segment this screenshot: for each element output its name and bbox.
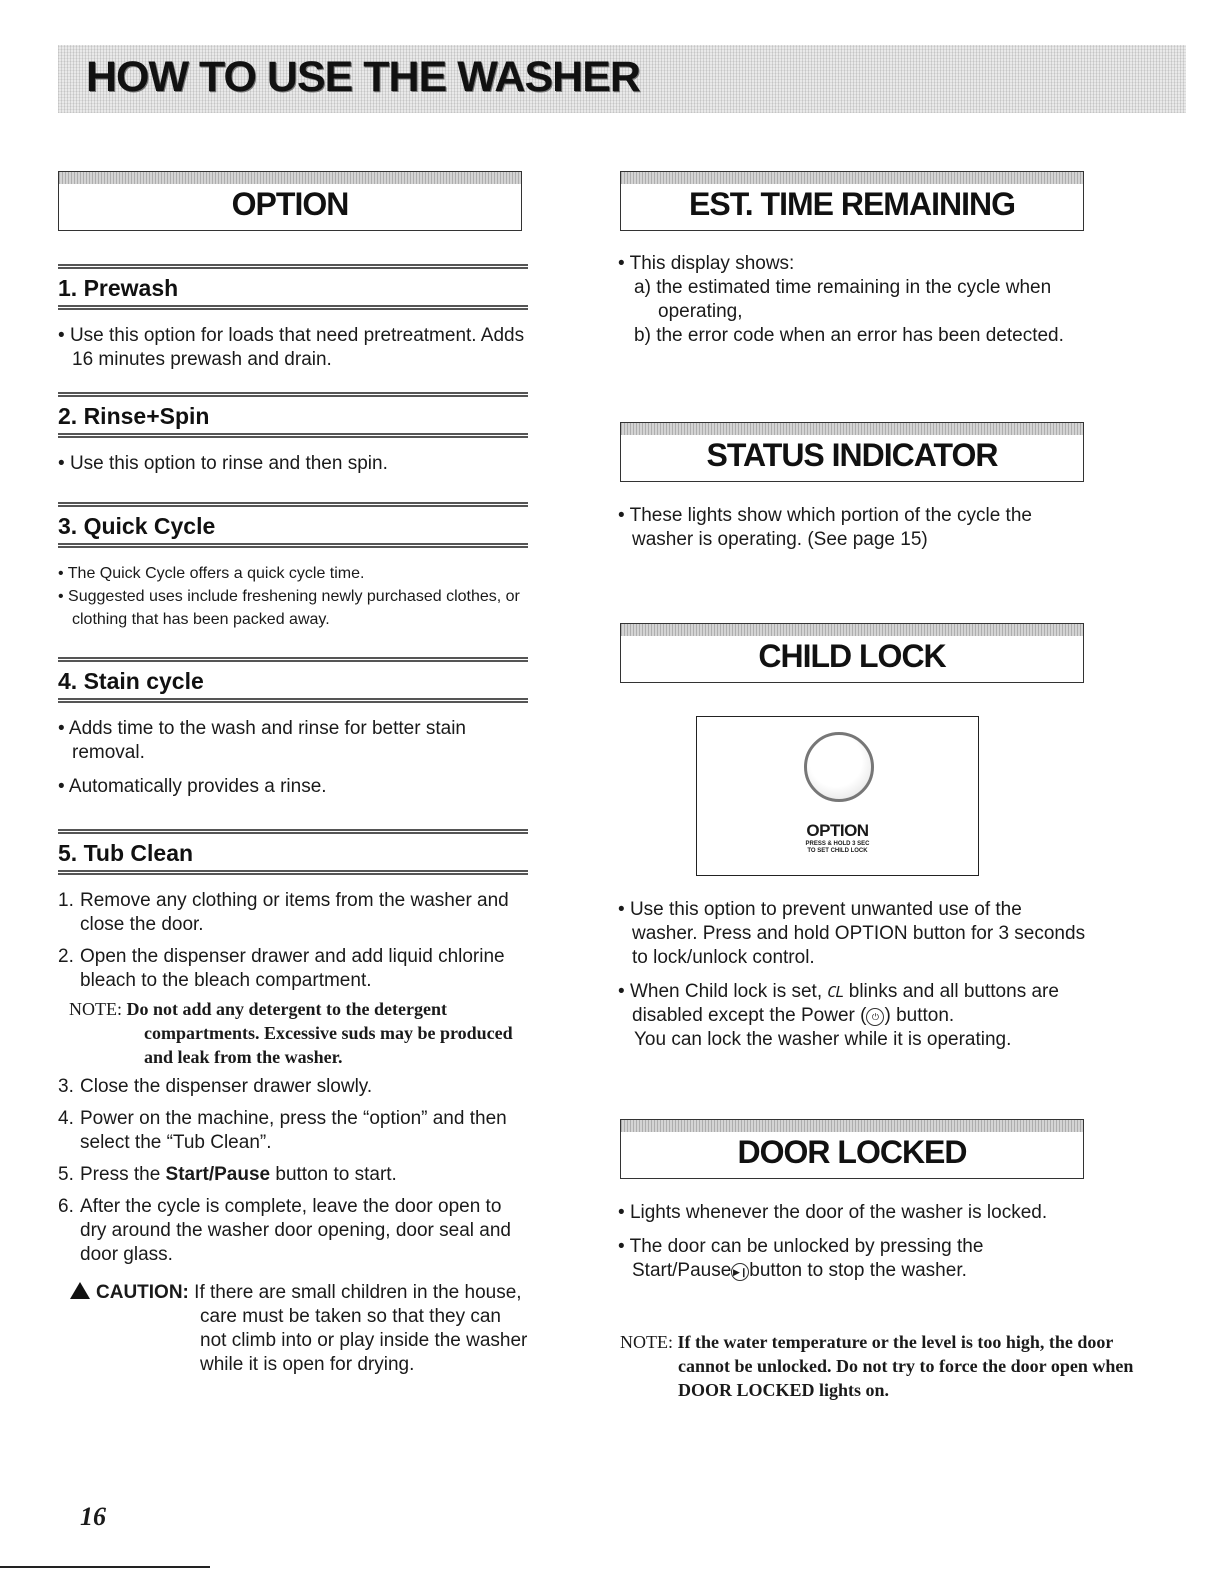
tub-clean-step-1: 1. Remove any clothing or items from the washer and close the door. [58, 890, 509, 935]
prewash-title: 1. Prewash [58, 264, 528, 310]
quick-cycle-title: 3. Quick Cycle [58, 502, 528, 548]
option-heading: OPTION [231, 186, 349, 222]
cl-display-glyph: CL [827, 983, 844, 1001]
door-locked-header [620, 1119, 1084, 1179]
est-time-header [620, 171, 1084, 231]
page-banner [58, 45, 1186, 113]
child-lock-body [618, 898, 1086, 1052]
prewash-section [58, 264, 528, 372]
rinse-spin-section [58, 392, 528, 476]
stain-cycle-section [58, 657, 528, 799]
page-title: HOW TO USE THE WASHER [86, 53, 640, 101]
status-bullet: • These lights show which portion of the cycle the washer is operating. (See page 15) [618, 504, 1086, 552]
door-locked-body [618, 1201, 1086, 1283]
door-locked-heading: DOOR LOCKED [737, 1134, 967, 1170]
prewash-bullet: • Use this option for loads that need pretreatment. Adds 16 minutes prewash and drain. [58, 324, 528, 372]
quick-cycle-bullet-1: • The Quick Cycle offers a quick cycle time. [58, 562, 528, 585]
door-locked-bold: DOOR LOCKED [678, 1380, 815, 1400]
option-button-illustration [696, 716, 979, 876]
quick-cycle-section [58, 502, 528, 631]
status-heading: STATUS INDICATOR [706, 437, 998, 473]
tub-clean-title: 5. Tub Clean [58, 829, 528, 875]
stain-cycle-title: 4. Stain cycle [58, 657, 528, 703]
option-column [58, 264, 528, 1377]
est-time-body [618, 252, 1086, 348]
status-header [620, 422, 1084, 482]
stain-cycle-bullet-1: • Adds time to the wash and rinse for better stain removal. [58, 717, 528, 765]
tub-clean-step-2: 2. Open the dispenser drawer and add liquid chlorine bleach to the bleach compartment. [58, 946, 505, 991]
quick-cycle-bullet-2: • Suggested uses include freshening newly purchased clothes, or clothing that has been packed away. [58, 585, 528, 631]
option-header [58, 171, 522, 231]
tub-clean-step-5: 5. Press the Start/Pause button to start. [58, 1164, 397, 1185]
rinse-spin-bullet: • Use this option to rinse and then spin. [58, 452, 528, 476]
tub-clean-step-4: 4. Power on the machine, press the “option” and then select the “Tub Clean”. [58, 1108, 507, 1153]
est-time-item-a: a) the estimated time remaining in the cycle when operating, [634, 277, 1052, 322]
door-note-label: NOTE: [620, 1332, 673, 1352]
tub-clean-step-3: 3. Close the dispenser drawer slowly. [58, 1076, 373, 1097]
child-lock-heading: CHILD LOCK [758, 638, 946, 674]
child-lock-bullet-2: • When Child lock is set, CL blinks and all buttons are disabled except the Power ( ⏻ ) button. [618, 980, 1086, 1028]
page-number: 16 [80, 1502, 106, 1531]
note-label: NOTE: [69, 999, 122, 1019]
child-lock-bullet-2-cont: You can lock the washer while it is operating. [634, 1029, 1012, 1050]
tub-clean-step-6: 6. After the cycle is complete, leave the door open to dry around the washer door opening, door seal and door glass. [58, 1196, 511, 1265]
panel-option-label: OPTION [806, 821, 869, 840]
start-pause-icon: ▶❙ [731, 1263, 749, 1281]
est-time-heading: EST. TIME REMAINING [689, 186, 1015, 222]
child-lock-header [620, 623, 1084, 683]
est-time-intro: • This display shows: [618, 252, 1086, 276]
child-lock-bullet-1: • Use this option to prevent unwanted use of the washer. Press and hold OPTION button for 3 seconds to lock/unlock control. [618, 898, 1086, 970]
tub-clean-note: NOTE: Do not add any detergent to the detergent compartments. Excessive suds may be produced and leak from the washer. [69, 999, 513, 1067]
warning-icon [70, 1282, 90, 1299]
status-body [618, 504, 1086, 552]
stain-cycle-bullet-2: • Automatically provides a rinse. [58, 775, 528, 799]
start-pause-label: Start/Pause [165, 1164, 271, 1185]
footer-rule [0, 1566, 210, 1568]
option-knob-icon [804, 732, 874, 802]
caution-block: CAUTION: If there are small children in the house, care must be taken so that they can not climb into or play inside the washer while it is open for drying. [58, 1281, 528, 1377]
rinse-spin-title: 2. Rinse+Spin [58, 392, 528, 438]
door-locked-bullet-2: • The door can be unlocked by pressing the Start/Pause ▶❙button to stop the washer. [618, 1235, 1086, 1283]
tub-clean-section [58, 829, 528, 1377]
panel-sub-label: PRESS & HOLD 3 SEC TO SET CHILD LOCK [805, 841, 870, 854]
power-icon: ⏻ [866, 1008, 884, 1026]
est-time-item-b: b) the error code when an error has been detected. [634, 325, 1064, 346]
door-locked-note: NOTE: If the water temperature or the level is too high, the door cannot be unlocked. Do not try to force the door open when DOOR LOCKED lights on. [620, 1332, 1134, 1400]
caution-label: CAUTION: [96, 1282, 189, 1303]
door-locked-bullet-1: • Lights whenever the door of the washer is locked. [618, 1201, 1086, 1225]
